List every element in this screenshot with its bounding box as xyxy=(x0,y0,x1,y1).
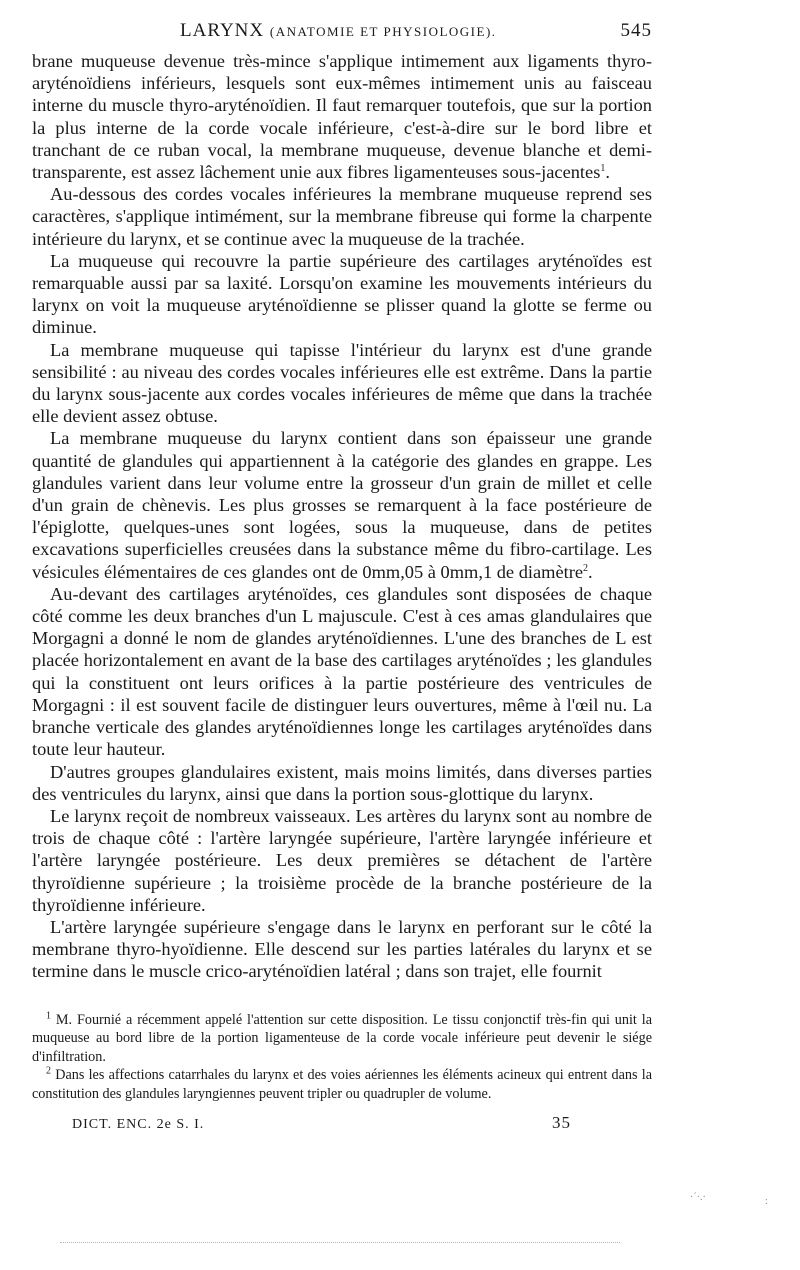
paragraph-text: La muqueuse qui recouvre la partie supérieure des cartilages aryténoïdes est remarquable aussi par sa laxité. Lorsqu'on examine les mouvements intérieurs du larynx on voit la muqueuse aryténoïdienne se plisser quand la glotte se ferme ou diminue. xyxy=(32,250,652,338)
paragraph-text: Au-devant des cartilages aryténoïdes, ces glandules sont disposées de chaque côté comme les deux branches d'un L majuscule. C'est à ces amas glandulaires que Morgagni a donné le nom de glandes aryténoïdiennes. L'une des branches de L est placée horizontalement en avant de la base des cartilages aryténoïdes ; les glandules qui la constituent ont leurs orifices à la partie postérieure des ventricules de Morgagni : il est souvent facile de distinguer leurs ouvertures, même à l'œil nu. La branche verticale des glandes aryténoïdiennes longe les cartilages aryténoïdes dans toute leur hauteur. xyxy=(32,583,652,760)
footnote-text: Dans les affections catarrhales du larynx et des voies aériennes les éléments acineux qui entrent dans la constitution des glandules laryngiennes peuvent tripler ou quadrupler de volume. xyxy=(32,1067,653,1102)
footnote-mark: 2 xyxy=(46,1065,51,1077)
paragraph xyxy=(32,250,652,339)
paragraph-tail: . xyxy=(605,162,610,183)
paragraph xyxy=(32,583,652,761)
running-title-main: LARYNX xyxy=(180,20,265,41)
footnote-text: M. Fournié a récemment appelé l'attention sur cette disposition. Le tissu conjonctif très-fin qui unit la muqueuse au bord libre de la portion ligamenteuse de la corde vocale inférieure peut devenir le siége d'infiltration. xyxy=(32,1011,653,1065)
paragraph-text: brane muqueuse devenue très-mince s'applique intimement aux ligaments thyro-aryténoïdiens inférieurs, lesquels sont eux-mêmes intimement unis au faisceau interne du muscle thyro-aryténoïdien. Il faut remarquer toutefois, que sur la portion la plus interne de la corde vocale inférieure, c'est-à-dire sur le bord libre et tranchant de ce ruban vocal, la membrane muqueuse, devenue blanche et demi-transparente, est assez lâchement unie aux fibres ligamenteuses sous-jacentes xyxy=(32,51,652,183)
paragraph-text: Le larynx reçoit de nombreux vaisseaux. Les artères du larynx sont au nombre de trois de chaque côté : l'artère laryngée supérieure, l'artère laryngée inférieure et l'artère laryngée postérieure. Les deux premières se détachent de l'artère thyroïdienne supérieure ; la troisième procède de la branche postérieure de la thyroïdienne inférieure. xyxy=(32,805,652,915)
running-title-subtitle: (ANATOMIE ET PHYSIOLOGIE). xyxy=(269,24,497,39)
paragraph xyxy=(32,761,652,805)
signature-line xyxy=(32,1113,652,1141)
book-page xyxy=(32,18,652,1141)
footnotes xyxy=(32,1011,652,1104)
running-head xyxy=(32,18,652,46)
paragraph-text: La membrane muqueuse qui tapisse l'intérieur du larynx est d'une grande sensibilité : au niveau des cordes vocales inférieures elle est extrême. Dans la partie du larynx sous-jacente aux cordes vocales inférieures de même que dans la trachée elle devient assez obtuse. xyxy=(32,339,652,427)
paragraph xyxy=(32,50,652,183)
sheet-number: 35 xyxy=(552,1113,571,1133)
paragraph-text: La membrane muqueuse du larynx contient dans son épaisseur une grande quantité de glandules qui appartiennent à la catégorie des glandes en grappe. Les glandules varient dans leur volume entre la grosseur d'un grain de millet et celle d'un grain de chènevis. Les plus grosses se remarquent à la face postérieure de l'épiglotte, quelques-unes sont logées, sous la muqueuse, dans de petites excavations superficielles creusées dans la substance même du fibro-cartilage. Les vésicules élémentaires de ces glandes ont de 0mm,05 à 0mm,1 de diamètre xyxy=(32,428,652,582)
paragraph-text: Au-dessous des cordes vocales inférieures la membrane muqueuse reprend ses caractères, s'applique intimément, sur la membrane fibreuse qui forme la charpente intérieure du larynx, et se continue avec la muqueuse de la trachée. xyxy=(32,184,652,249)
footnote-ref: 1 xyxy=(600,162,606,174)
scan-speck: ·ˊ·.· xyxy=(690,1192,706,1203)
paragraph-text: D'autres groupes glandulaires existent, mais moins limités, dans diverses parties des ventricules du larynx, ainsi que dans la portion sous-glottique du larynx. xyxy=(32,761,652,804)
body-text xyxy=(32,50,652,983)
footnote-mark: 1 xyxy=(46,1009,51,1021)
scan-speck: : xyxy=(765,1196,768,1207)
footnote xyxy=(32,1011,652,1067)
signature-mark: DICT. ENC. 2e S. I. xyxy=(72,1117,205,1133)
paragraph xyxy=(32,183,652,250)
paragraph xyxy=(32,805,652,916)
scan-dotted-line xyxy=(60,1242,620,1244)
paragraph xyxy=(32,427,652,582)
footnote-ref: 2 xyxy=(583,562,589,574)
page-number: 545 xyxy=(620,20,652,41)
paragraph-tail: . xyxy=(588,561,593,582)
paragraph-text: L'artère laryngée supérieure s'engage dans le larynx en perforant sur le côté la membrane thyro-hyoïdienne. Elle descend sur les parties latérales du larynx et se termine dans le muscle crico-aryténoïdien latéral ; dans son trajet, elle fournit xyxy=(32,916,652,982)
running-title xyxy=(180,20,497,42)
footnote xyxy=(32,1066,652,1103)
paragraph xyxy=(32,916,652,983)
paragraph xyxy=(32,339,652,428)
